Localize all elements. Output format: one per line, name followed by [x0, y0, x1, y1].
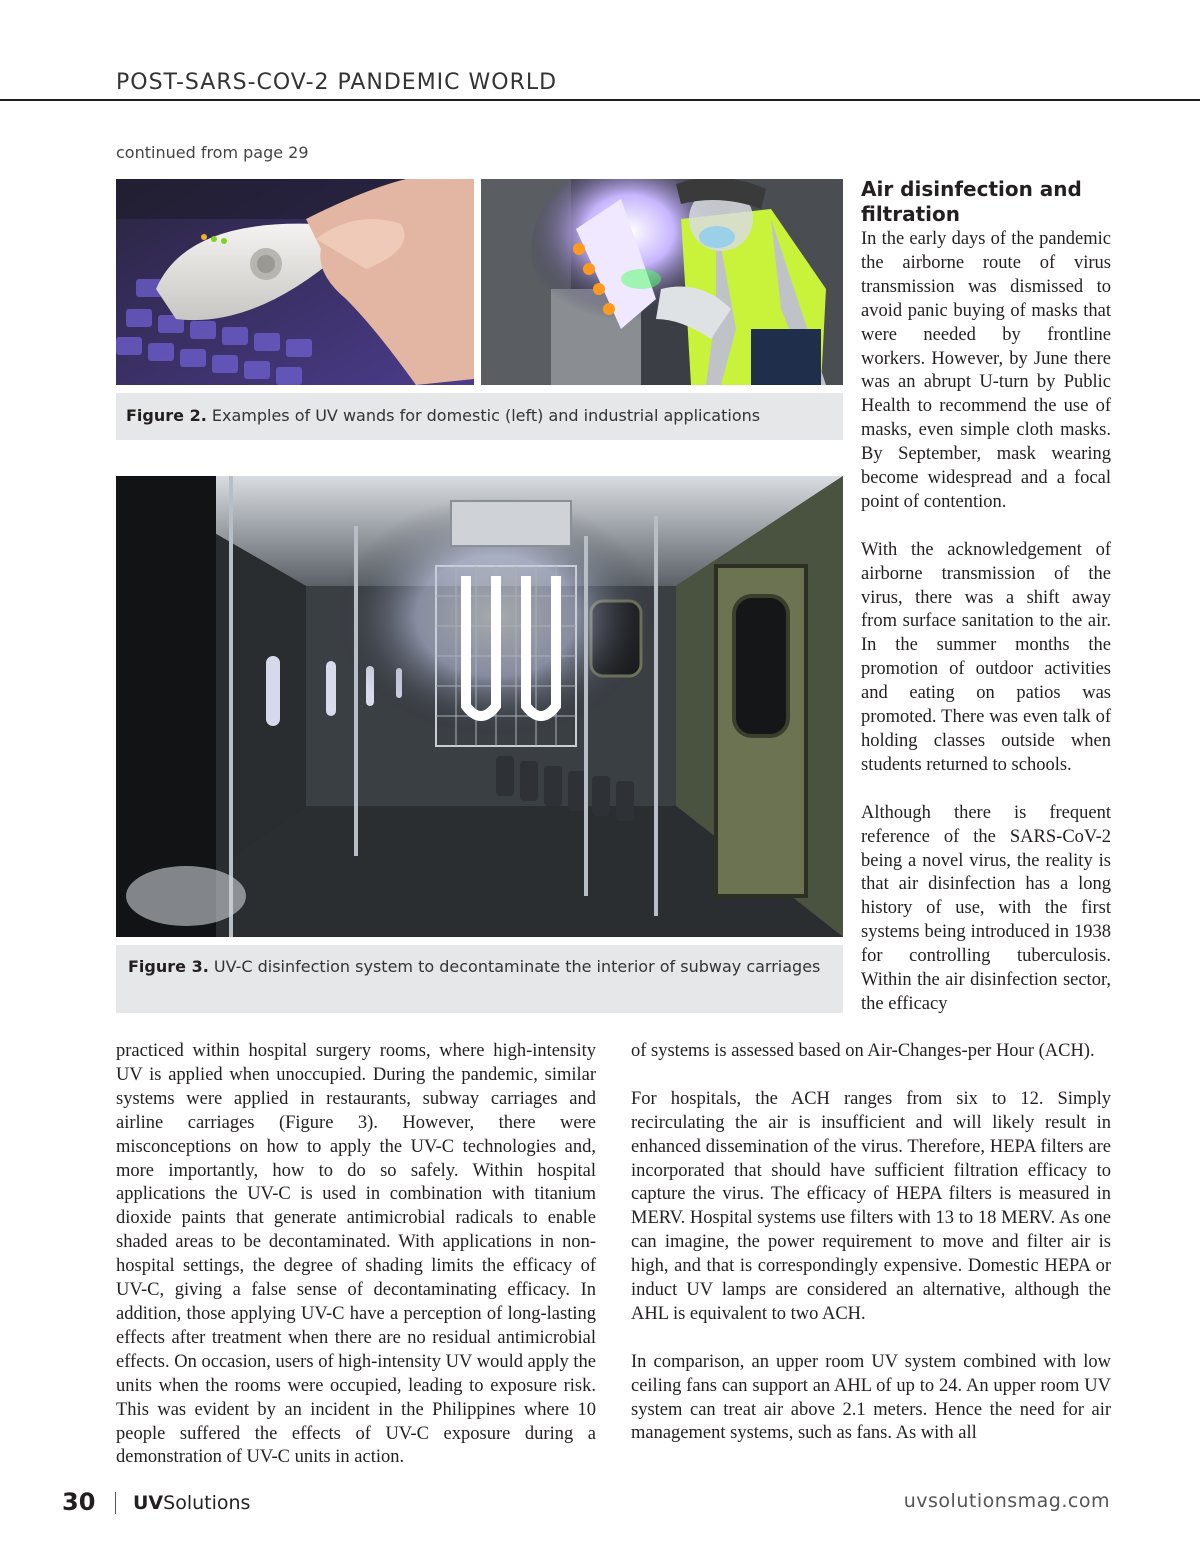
- figure3-label: Figure 3.: [128, 957, 209, 976]
- article-heading: Air disinfection and filtration: [861, 177, 1082, 226]
- figure2-photo-industrial-wand: [481, 179, 843, 385]
- magazine-brand: [133, 1492, 250, 1514]
- figure2-label: Figure 2.: [126, 406, 207, 425]
- bottom-left-column: [116, 1040, 596, 1470]
- brand-light: Solutions: [163, 1492, 251, 1514]
- figure3-caption: [116, 945, 843, 1013]
- right-paragraph-2: With the acknowledgement of airborne transmission of the virus, there was a shift away from surface sanitation to the air. In the summer months the promotion of outdoor activities and eating on patios was promoted. There was even talk of holding classes outside when students returned to schools.: [861, 539, 1111, 775]
- figure3-photo-subway-uvc: [116, 476, 843, 937]
- footer-divider: [115, 1492, 116, 1514]
- bottom-right-paragraph-1: of systems is assessed based on Air-Changes-per Hour (ACH).: [631, 1041, 1095, 1061]
- figure2-photo-domestic-wand: [116, 179, 474, 385]
- bottom-left-paragraph: practiced within hospital surgery rooms, where high-intensity UV is applied when unoccupied. During the pandemic, similar systems were applied in restaurants, subway carriages and airline carriages (Figure 3). However, there were misconceptions on how to apply the UV-C technologies and, more importantly, how to do so safely. Within hospital applications the UV-C is used in combination with titanium dioxide paints that generate antimicrobial radicals to enable shaded areas to be decontaminated. With applications in non-hospital settings, the degree of shading limits the efficacy of UV-C, giving a false sense of decontaminating efficacy. In addition, those applying UV-C have a perception of long-lasting effects after treatment when there are no residual antimicrobial effects. On occasion, users of high-intensity UV would apply the units when the rooms were occupied, leading to exposure risk. This was evident by an incident in the Philippines where 10 people suffered the effects of UV-C exposure during a demonstration of UV-C units in action.: [116, 1041, 596, 1468]
- brand-bold: UV: [133, 1492, 164, 1514]
- section-title: POST-SARS-COV-2 PANDEMIC WORLD: [116, 70, 558, 95]
- figure2-caption-text: Examples of UV wands for domestic (left) and industrial applications: [206, 406, 761, 425]
- right-paragraph-3: Although there is frequent reference of the SARS-CoV-2 being a novel virus, the reality is that air disinfection has a long history of use, with the first systems being introduced in 1938 for controlling tuberculosis. Within the air disinfection sector, the efficacy: [861, 802, 1111, 1014]
- figure3-caption-text: UV-C disinfection system to decontaminate the interior of subway carriages: [208, 957, 821, 976]
- right-column: [861, 228, 1111, 1017]
- website-link[interactable]: uvsolutionsmag.com: [903, 1490, 1110, 1512]
- bottom-right-paragraph-3: In comparison, an upper room UV system combined with low ceiling fans can support an AHL of up to 24. An upper room UV system can treat air above 2.1 meters. Hence the need for air management systems, such as fans. As with all: [631, 1351, 1111, 1444]
- bottom-right-paragraph-2: For hospitals, the ACH ranges from six to 12. Simply recirculating the air is insufficient and will likely result in enhanced dissemination of the virus. Therefore, HEPA filters are incorporated that should have sufficient filtration efficacy to capture the virus. The efficacy of HEPA filters is measured in MERV. Hospital systems use filters with 13 to 18 MERV. As one can imagine, the power requirement to move and filter air is high, and that is correspondingly expensive. Domestic HEPA or induct UV lamps are considered an alternative, although the AHL is equivalent to two ACH.: [631, 1088, 1111, 1324]
- right-paragraph-1: In the early days of the pandemic the airborne route of virus transmission was dismissed to avoid panic buying of masks that were needed by frontline workers. However, by June there was an abrupt U-turn by Public Health to recommend the use of masks, even simple cloth masks. By September, mask wearing become widespread and a focal point of contention.: [861, 229, 1111, 512]
- header-rule: [0, 99, 1200, 101]
- page-number: 30: [62, 1488, 96, 1516]
- bottom-right-column: [631, 1040, 1111, 1446]
- figure2-caption: [116, 393, 843, 440]
- continued-note: continued from page 29: [116, 143, 309, 162]
